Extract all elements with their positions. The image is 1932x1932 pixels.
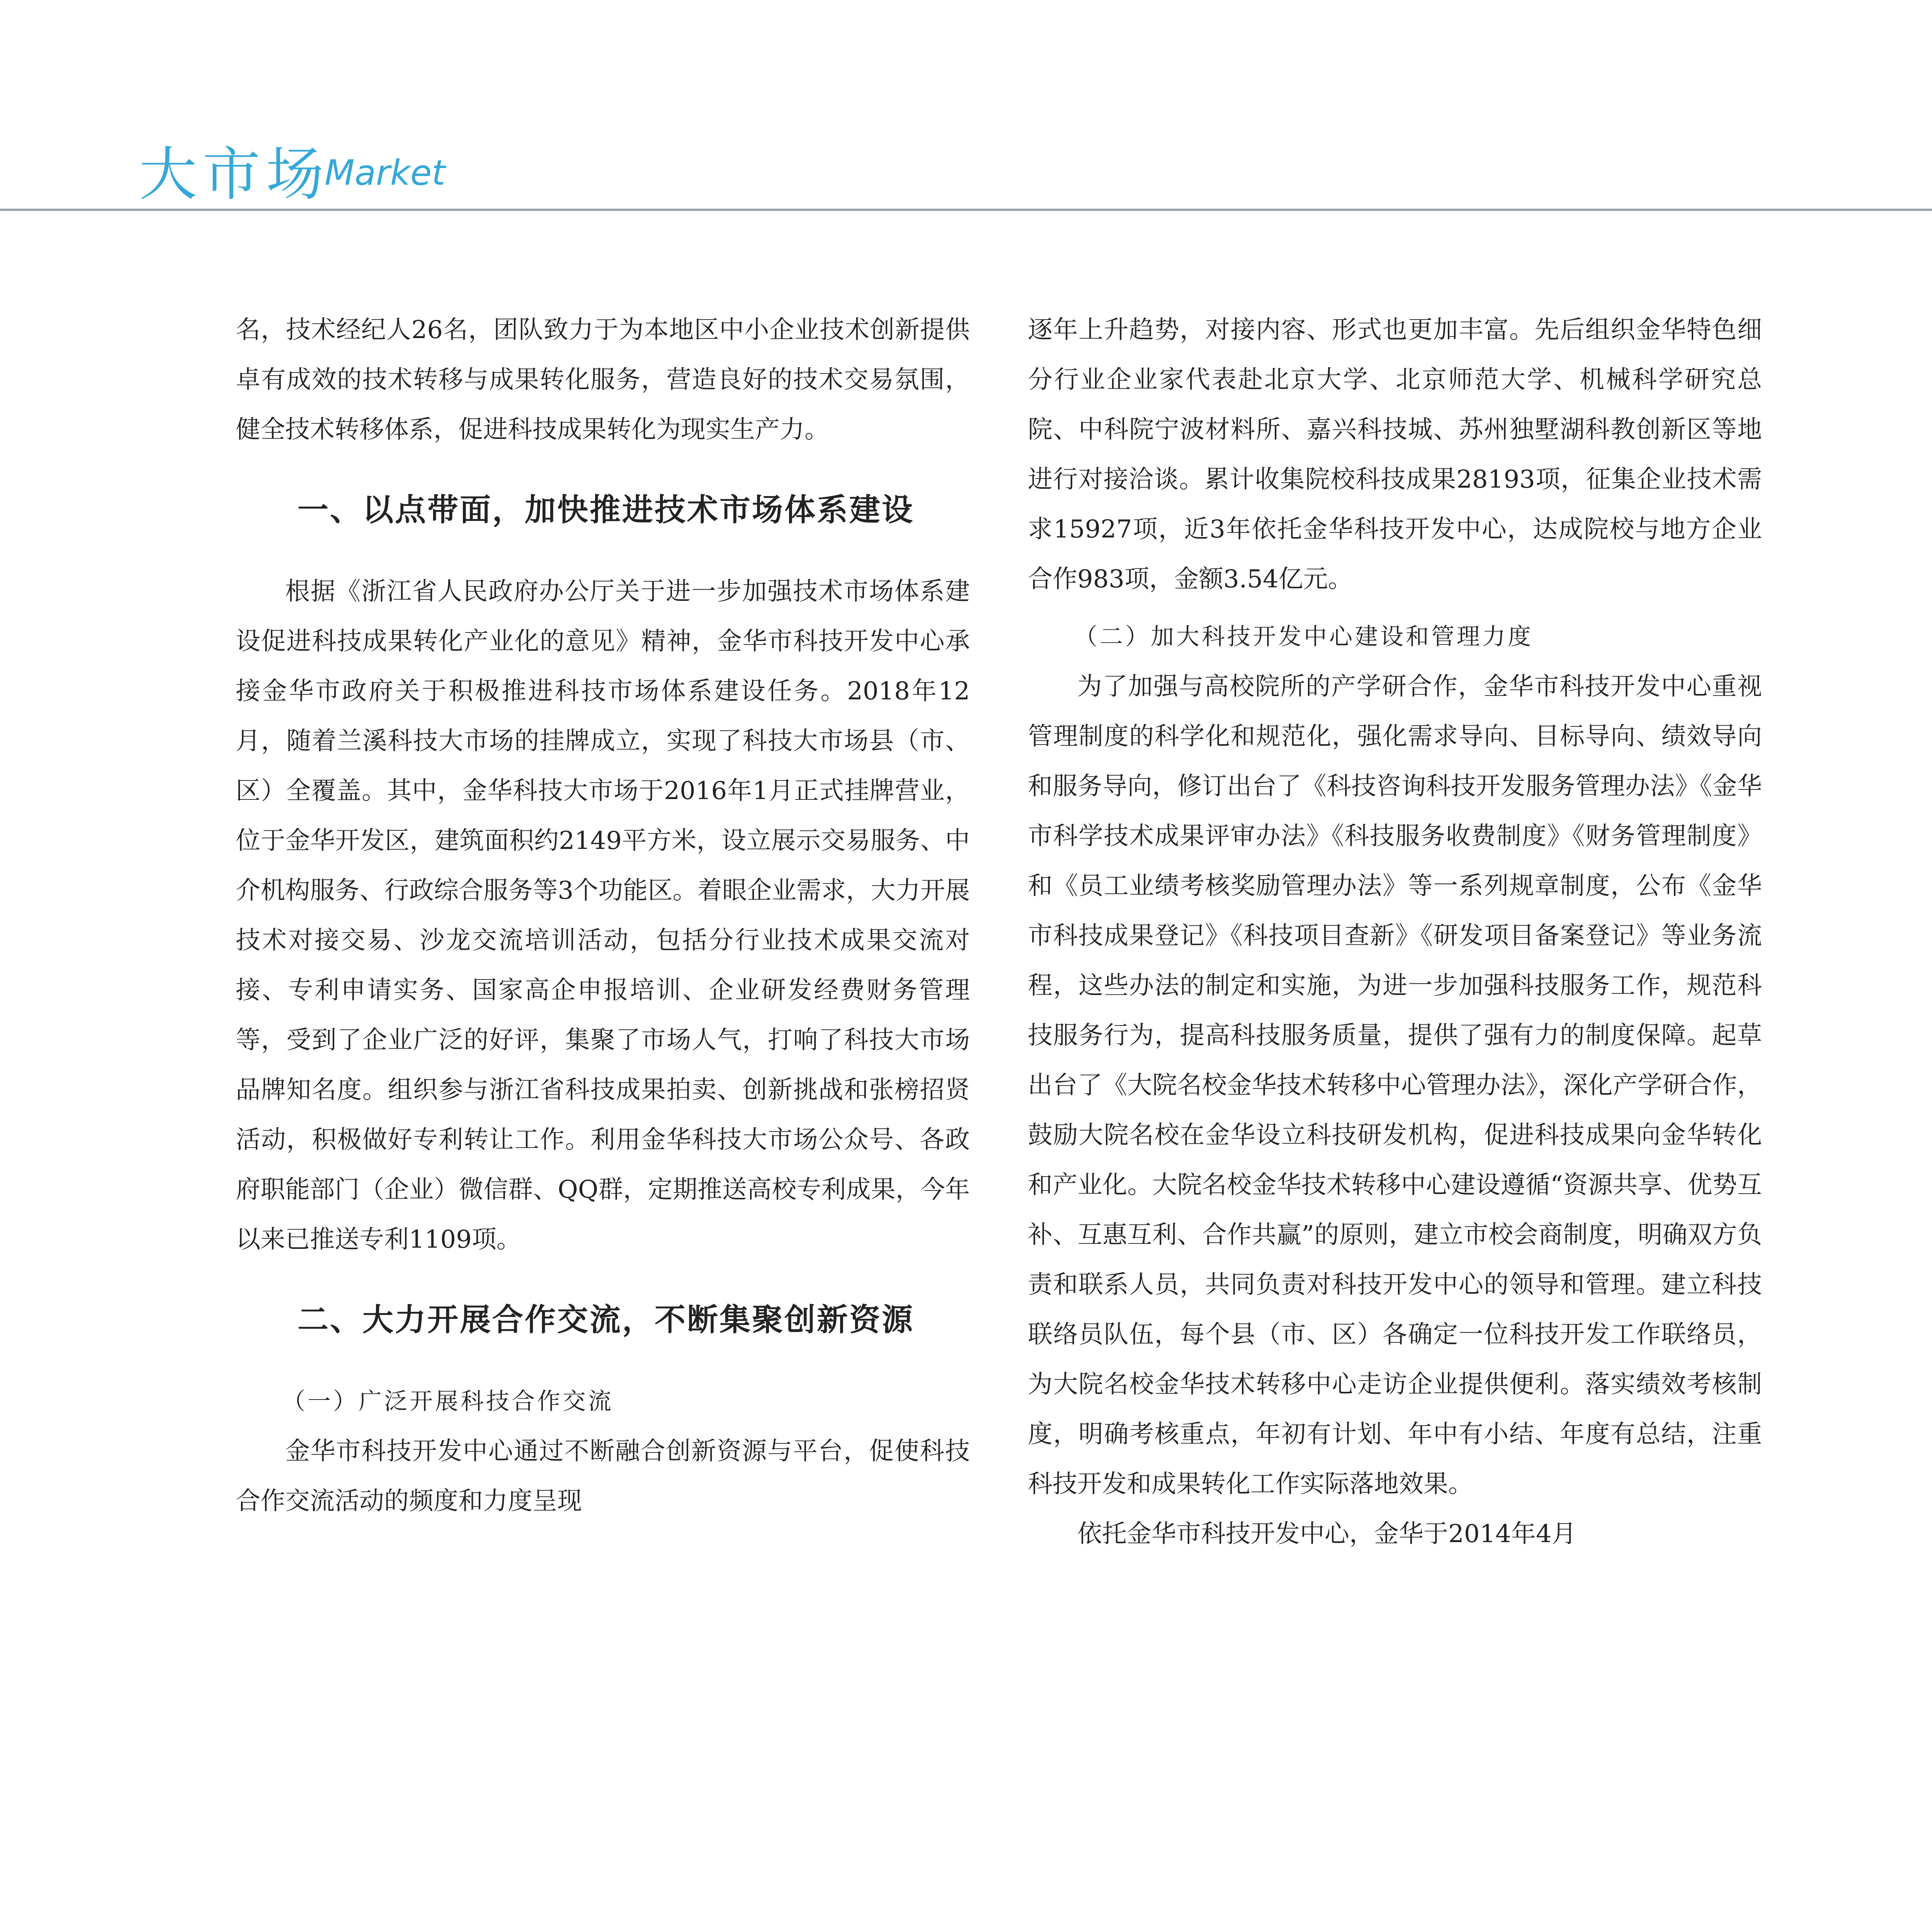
left-column (236, 305, 970, 1526)
right-column (1028, 305, 1762, 1559)
subsection-heading: （一）广泛开展科技合作交流 (282, 1388, 614, 1415)
section-heading: 一、以点带面，加快推进技术市场体系建设 (298, 492, 914, 528)
paragraph: 名，技术经纪人26名，团队致力于为本地区中小企业技术创新提供卓有成效的技术转移与成果转化服务，营造良好的技术交易氛围，健全技术转移体系，促进科技成果转化为现实生产力。 (236, 316, 970, 444)
page-header (0, 0, 1932, 216)
paragraph: 依托金华市科技开发中心，金华于2014年4月 (1077, 1520, 1577, 1548)
paragraph: 金华市科技开发中心通过不断融合创新资源与平台，促使科技合作交流活动的频度和力度呈现 (236, 1437, 970, 1515)
section-heading: 二、大力开展合作交流，不断集聚创新资源 (298, 1302, 914, 1338)
paragraph: 根据《浙江省人民政府办公厅关于进一步加强技术市场体系建设促进科技成果转化产业化的意见》精神，金华市科技开发中心承接金华市政府关于积极推进科技市场体系建设任务。2018年12月，随着兰溪科技大市场的挂牌成立，实现了科技大市场县（市、区）全覆盖。其中，金华科技大市场于2016年1月正式挂牌营业，位于金华开发区，建筑面积约2149平方米，设立展示交易服务、中介机构服务、行政综合服务等3个功能区。着眼企业需求，大力开展技术对接交易、沙龙交流培训活动，包括分行业技术成果交流对接、专利申请实务、国家高企申报培训、企业研发经费财务管理等，受到了企业广泛的好评，集聚了市场人气，打响了科技大市场品牌知名度。组织参与浙江省科技成果拍卖、创新挑战和张榜招贤活动，积极做好专利转让工作。利用金华科技大市场公众号、各政府职能部门（企业）微信群、QQ群，定期推送高校专利成果，今年以来已推送专利1109项。 (236, 577, 970, 1254)
header-divider (0, 209, 1932, 211)
subsection-heading: （二）加大科技开发中心建设和管理力度 (1074, 623, 1533, 650)
section-title-en: Market (325, 153, 446, 193)
paragraph: 逐年上升趋势，对接内容、形式也更加丰富。先后组织金华特色细分行业企业家代表赴北京大学、北京师范大学、机械科学研究总院、中科院宁波材料所、嘉兴科技城、苏州独墅湖科教创新区等地进行对接洽谈。累计收集院校科技成果28193项，征集企业技术需求15927项，近3年依托金华科技开发中心，达成院校与地方企业合作983项，金额3.54亿元。 (1028, 316, 1762, 594)
paragraph: 为了加强与高校院所的产学研合作，金华市科技开发中心重视管理制度的科学化和规范化，强化需求导向、目标导向、绩效导向和服务导向，修订出台了《科技咨询科技开发服务管理办法》《金华市科学技术成果评审办法》《科技服务收费制度》《财务管理制度》和《员工业绩考核奖励管理办法》等一系列规章制度，公布《金华市科技成果登记》《科技项目查新》《研发项目备案登记》等业务流程，这些办法的制定和实施，为进一步加强科技服务工作，规范科技服务行为，提高科技服务质量，提供了强有力的制度保障。起草出台了《大院名校金华技术转移中心管理办法》，深化产学研合作，鼓励大院名校在金华设立科技研发机构，促进科技成果向金华转化和产业化。大院名校金华技术转移中心建设遵循“资源共享、优势互补、互惠互利、合作共赢”的原则，建立市校会商制度，明确双方负责和联系人员，共同负责对科技开发中心的领导和管理。建立科技联络员队伍，每个县（市、区）各确定一位科技开发工作联络员，为大院名校金华技术转移中心走访企业提供便利。落实绩效考核制度，明确考核重点，年初有计划、年中有小结、年度有总结，注重科技开发和成果转化工作实际落地效果。 (1028, 672, 1762, 1498)
section-title-cn: 大市场 (139, 141, 330, 208)
